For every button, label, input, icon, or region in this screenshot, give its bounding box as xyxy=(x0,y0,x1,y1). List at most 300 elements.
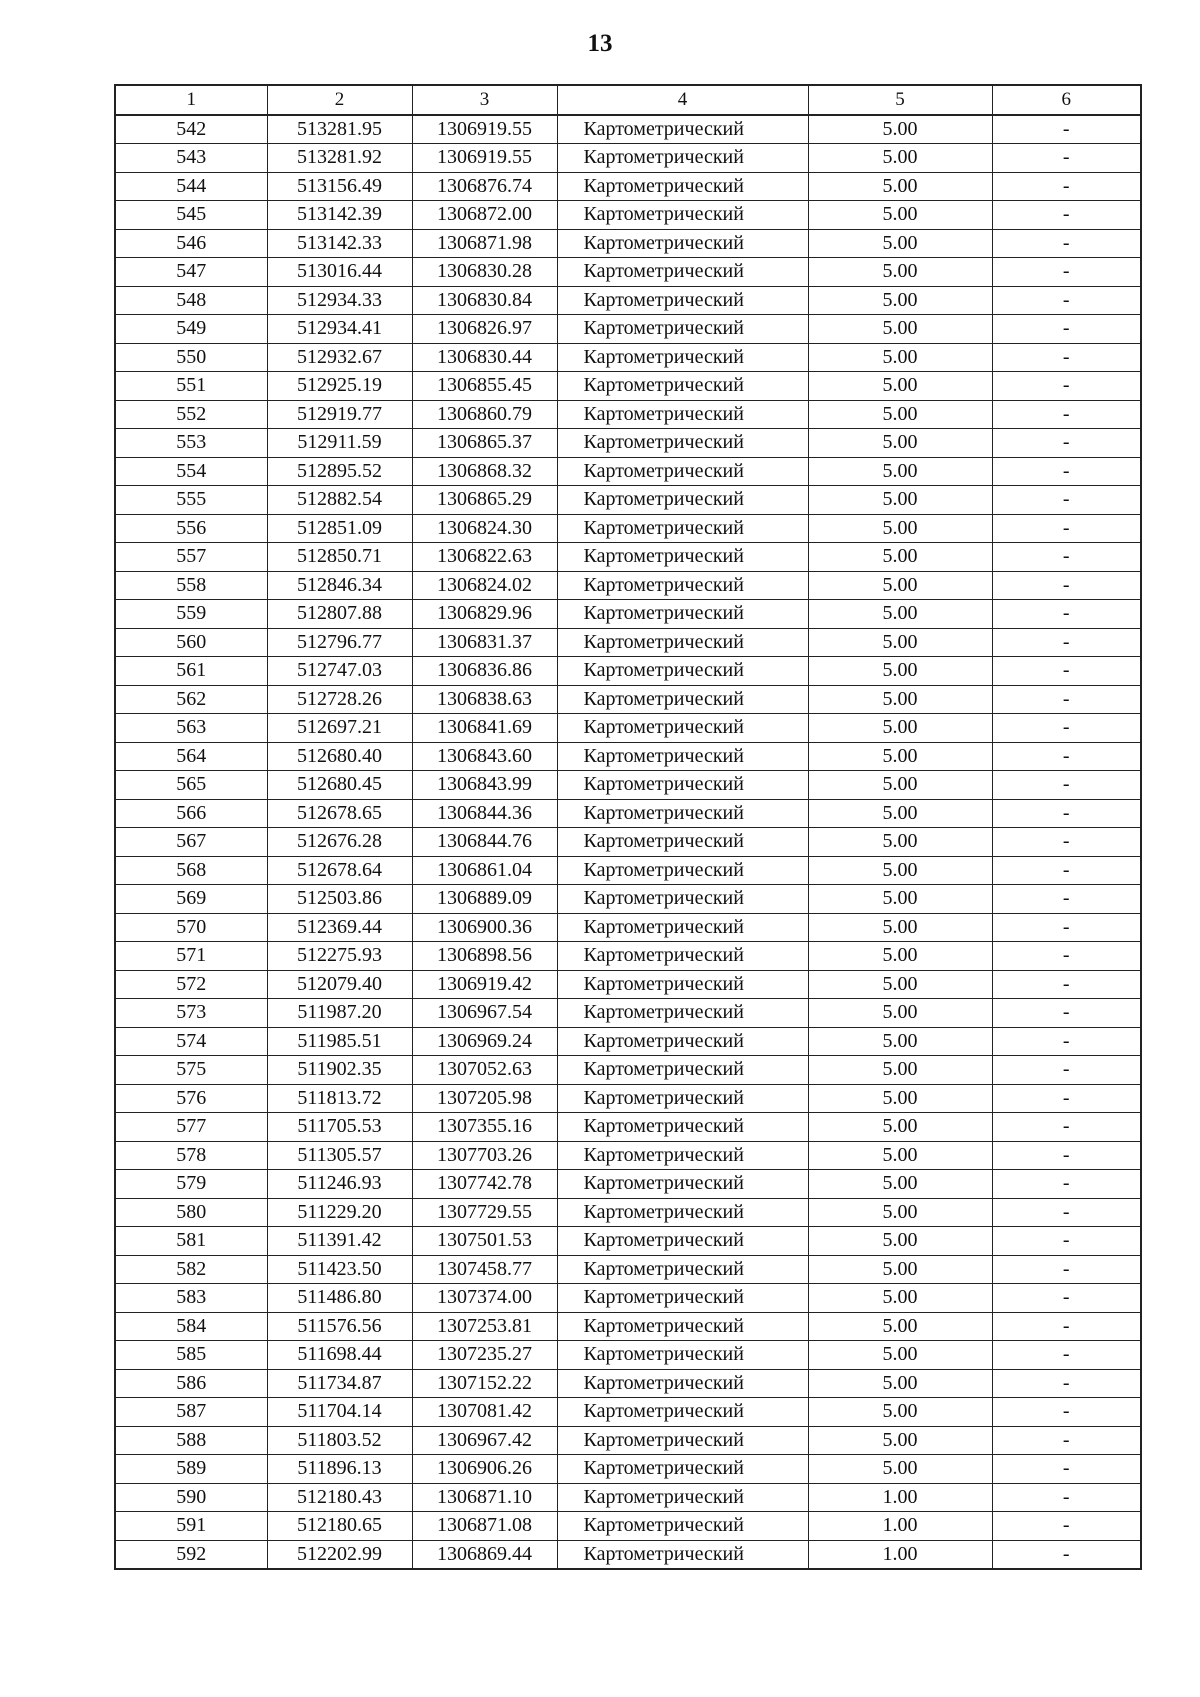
point-number-cell: 552 xyxy=(115,400,267,429)
x-coordinate-cell: 512895.52 xyxy=(267,457,412,486)
table-row xyxy=(115,628,1141,657)
y-coordinate-cell: 1306889.09 xyxy=(412,885,557,914)
method-cell: Картометрический xyxy=(557,657,808,686)
table-row xyxy=(115,1341,1141,1370)
table-row xyxy=(115,828,1141,857)
method-cell: Картометрический xyxy=(557,1084,808,1113)
table-row xyxy=(115,1369,1141,1398)
note-cell: - xyxy=(992,742,1141,771)
point-number-cell: 559 xyxy=(115,600,267,629)
method-cell: Картометрический xyxy=(557,201,808,230)
point-number-cell: 563 xyxy=(115,714,267,743)
table-row xyxy=(115,343,1141,372)
note-cell: - xyxy=(992,828,1141,857)
point-number-cell: 577 xyxy=(115,1113,267,1142)
y-coordinate-cell: 1306830.44 xyxy=(412,343,557,372)
note-cell: - xyxy=(992,1141,1141,1170)
y-coordinate-cell: 1306838.63 xyxy=(412,685,557,714)
method-cell: Картометрический xyxy=(557,1056,808,1085)
table-row xyxy=(115,1512,1141,1541)
x-coordinate-cell: 512678.64 xyxy=(267,856,412,885)
method-cell: Картометрический xyxy=(557,742,808,771)
note-cell: - xyxy=(992,429,1141,458)
point-number-cell: 571 xyxy=(115,942,267,971)
y-coordinate-cell: 1306967.54 xyxy=(412,999,557,1028)
y-coordinate-cell: 1306967.42 xyxy=(412,1426,557,1455)
table-row xyxy=(115,429,1141,458)
accuracy-cell: 5.00 xyxy=(808,1113,992,1142)
x-coordinate-cell: 511803.52 xyxy=(267,1426,412,1455)
x-coordinate-cell: 512680.40 xyxy=(267,742,412,771)
note-cell: - xyxy=(992,1426,1141,1455)
note-cell: - xyxy=(992,286,1141,315)
column-header-1: 1 xyxy=(115,85,267,115)
table-row xyxy=(115,942,1141,971)
point-number-cell: 554 xyxy=(115,457,267,486)
table-row xyxy=(115,685,1141,714)
accuracy-cell: 5.00 xyxy=(808,172,992,201)
table-row xyxy=(115,286,1141,315)
note-cell: - xyxy=(992,115,1141,144)
coordinates-table xyxy=(114,84,1142,1570)
y-coordinate-cell: 1306876.74 xyxy=(412,172,557,201)
method-cell: Картометрический xyxy=(557,1284,808,1313)
note-cell: - xyxy=(992,714,1141,743)
table-row xyxy=(115,1084,1141,1113)
table-row xyxy=(115,885,1141,914)
note-cell: - xyxy=(992,970,1141,999)
y-coordinate-cell: 1306871.10 xyxy=(412,1483,557,1512)
y-coordinate-cell: 1307081.42 xyxy=(412,1398,557,1427)
y-coordinate-cell: 1306900.36 xyxy=(412,913,557,942)
point-number-cell: 546 xyxy=(115,229,267,258)
method-cell: Картометрический xyxy=(557,315,808,344)
x-coordinate-cell: 511698.44 xyxy=(267,1341,412,1370)
note-cell: - xyxy=(992,1483,1141,1512)
method-cell: Картометрический xyxy=(557,457,808,486)
point-number-cell: 565 xyxy=(115,771,267,800)
note-cell: - xyxy=(992,1084,1141,1113)
table-header-row xyxy=(115,85,1141,115)
method-cell: Картометрический xyxy=(557,1227,808,1256)
accuracy-cell: 5.00 xyxy=(808,372,992,401)
y-coordinate-cell: 1306844.76 xyxy=(412,828,557,857)
table-row xyxy=(115,229,1141,258)
y-coordinate-cell: 1306919.55 xyxy=(412,115,557,144)
x-coordinate-cell: 512934.41 xyxy=(267,315,412,344)
x-coordinate-cell: 512919.77 xyxy=(267,400,412,429)
table-row xyxy=(115,970,1141,999)
method-cell: Картометрический xyxy=(557,144,808,173)
point-number-cell: 589 xyxy=(115,1455,267,1484)
note-cell: - xyxy=(992,1512,1141,1541)
accuracy-cell: 5.00 xyxy=(808,657,992,686)
y-coordinate-cell: 1306865.37 xyxy=(412,429,557,458)
x-coordinate-cell: 512807.88 xyxy=(267,600,412,629)
note-cell: - xyxy=(992,1198,1141,1227)
x-coordinate-cell: 512911.59 xyxy=(267,429,412,458)
x-coordinate-cell: 512934.33 xyxy=(267,286,412,315)
x-coordinate-cell: 512851.09 xyxy=(267,514,412,543)
table-row xyxy=(115,201,1141,230)
table-row xyxy=(115,1198,1141,1227)
x-coordinate-cell: 512202.99 xyxy=(267,1540,412,1569)
table-row xyxy=(115,600,1141,629)
y-coordinate-cell: 1307253.81 xyxy=(412,1312,557,1341)
x-coordinate-cell: 512680.45 xyxy=(267,771,412,800)
y-coordinate-cell: 1307355.16 xyxy=(412,1113,557,1142)
page-number: 13 xyxy=(587,30,613,57)
x-coordinate-cell: 512925.19 xyxy=(267,372,412,401)
column-header-3: 3 xyxy=(412,85,557,115)
point-number-cell: 573 xyxy=(115,999,267,1028)
table-row xyxy=(115,372,1141,401)
x-coordinate-cell: 512503.86 xyxy=(267,885,412,914)
point-number-cell: 583 xyxy=(115,1284,267,1313)
method-cell: Картометрический xyxy=(557,970,808,999)
x-coordinate-cell: 513142.39 xyxy=(267,201,412,230)
table-row xyxy=(115,799,1141,828)
note-cell: - xyxy=(992,172,1141,201)
table-row xyxy=(115,1056,1141,1085)
table-body xyxy=(115,115,1141,1570)
y-coordinate-cell: 1306868.32 xyxy=(412,457,557,486)
point-number-cell: 591 xyxy=(115,1512,267,1541)
note-cell: - xyxy=(992,856,1141,885)
accuracy-cell: 5.00 xyxy=(808,1426,992,1455)
x-coordinate-cell: 512796.77 xyxy=(267,628,412,657)
note-cell: - xyxy=(992,486,1141,515)
point-number-cell: 568 xyxy=(115,856,267,885)
point-number-cell: 584 xyxy=(115,1312,267,1341)
note-cell: - xyxy=(992,1227,1141,1256)
note-cell: - xyxy=(992,799,1141,828)
method-cell: Картометрический xyxy=(557,1369,808,1398)
method-cell: Картометрический xyxy=(557,115,808,144)
note-cell: - xyxy=(992,1540,1141,1569)
accuracy-cell: 5.00 xyxy=(808,1141,992,1170)
x-coordinate-cell: 511246.93 xyxy=(267,1170,412,1199)
y-coordinate-cell: 1306919.55 xyxy=(412,144,557,173)
point-number-cell: 585 xyxy=(115,1341,267,1370)
point-number-cell: 560 xyxy=(115,628,267,657)
table-row xyxy=(115,486,1141,515)
accuracy-cell: 1.00 xyxy=(808,1483,992,1512)
accuracy-cell: 5.00 xyxy=(808,1027,992,1056)
coordinates-table-container xyxy=(114,84,1142,1570)
accuracy-cell: 5.00 xyxy=(808,1455,992,1484)
method-cell: Картометрический xyxy=(557,628,808,657)
point-number-cell: 580 xyxy=(115,1198,267,1227)
x-coordinate-cell: 513281.92 xyxy=(267,144,412,173)
note-cell: - xyxy=(992,258,1141,287)
y-coordinate-cell: 1306919.42 xyxy=(412,970,557,999)
accuracy-cell: 5.00 xyxy=(808,1227,992,1256)
point-number-cell: 575 xyxy=(115,1056,267,1085)
accuracy-cell: 5.00 xyxy=(808,1198,992,1227)
y-coordinate-cell: 1306826.97 xyxy=(412,315,557,344)
point-number-cell: 550 xyxy=(115,343,267,372)
point-number-cell: 566 xyxy=(115,799,267,828)
y-coordinate-cell: 1306829.96 xyxy=(412,600,557,629)
y-coordinate-cell: 1306969.24 xyxy=(412,1027,557,1056)
point-number-cell: 562 xyxy=(115,685,267,714)
point-number-cell: 588 xyxy=(115,1426,267,1455)
table-row xyxy=(115,1540,1141,1569)
note-cell: - xyxy=(992,315,1141,344)
note-cell: - xyxy=(992,628,1141,657)
accuracy-cell: 5.00 xyxy=(808,258,992,287)
accuracy-cell: 5.00 xyxy=(808,970,992,999)
y-coordinate-cell: 1306844.36 xyxy=(412,799,557,828)
method-cell: Картометрический xyxy=(557,229,808,258)
method-cell: Картометрический xyxy=(557,856,808,885)
point-number-cell: 544 xyxy=(115,172,267,201)
x-coordinate-cell: 511985.51 xyxy=(267,1027,412,1056)
note-cell: - xyxy=(992,400,1141,429)
method-cell: Картометрический xyxy=(557,999,808,1028)
column-header-4: 4 xyxy=(557,85,808,115)
point-number-cell: 553 xyxy=(115,429,267,458)
note-cell: - xyxy=(992,1255,1141,1284)
y-coordinate-cell: 1306860.79 xyxy=(412,400,557,429)
point-number-cell: 558 xyxy=(115,571,267,600)
table-row xyxy=(115,1284,1141,1313)
point-number-cell: 548 xyxy=(115,286,267,315)
accuracy-cell: 5.00 xyxy=(808,571,992,600)
note-cell: - xyxy=(992,1398,1141,1427)
table-row xyxy=(115,144,1141,173)
y-coordinate-cell: 1306830.28 xyxy=(412,258,557,287)
y-coordinate-cell: 1306841.69 xyxy=(412,714,557,743)
method-cell: Картометрический xyxy=(557,571,808,600)
note-cell: - xyxy=(992,343,1141,372)
method-cell: Картометрический xyxy=(557,1483,808,1512)
accuracy-cell: 5.00 xyxy=(808,714,992,743)
x-coordinate-cell: 513016.44 xyxy=(267,258,412,287)
column-header-6: 6 xyxy=(992,85,1141,115)
method-cell: Картометрический xyxy=(557,913,808,942)
note-cell: - xyxy=(992,1341,1141,1370)
accuracy-cell: 5.00 xyxy=(808,343,992,372)
table-row xyxy=(115,1312,1141,1341)
note-cell: - xyxy=(992,1113,1141,1142)
y-coordinate-cell: 1306898.56 xyxy=(412,942,557,971)
point-number-cell: 545 xyxy=(115,201,267,230)
method-cell: Картометрический xyxy=(557,258,808,287)
point-number-cell: 570 xyxy=(115,913,267,942)
point-number-cell: 556 xyxy=(115,514,267,543)
accuracy-cell: 5.00 xyxy=(808,1284,992,1313)
method-cell: Картометрический xyxy=(557,1141,808,1170)
table-row xyxy=(115,714,1141,743)
method-cell: Картометрический xyxy=(557,1255,808,1284)
point-number-cell: 569 xyxy=(115,885,267,914)
method-cell: Картометрический xyxy=(557,429,808,458)
table-row xyxy=(115,1027,1141,1056)
x-coordinate-cell: 511704.14 xyxy=(267,1398,412,1427)
point-number-cell: 549 xyxy=(115,315,267,344)
x-coordinate-cell: 511576.56 xyxy=(267,1312,412,1341)
accuracy-cell: 5.00 xyxy=(808,486,992,515)
method-cell: Картометрический xyxy=(557,286,808,315)
method-cell: Картометрический xyxy=(557,543,808,572)
table-row xyxy=(115,1170,1141,1199)
y-coordinate-cell: 1307205.98 xyxy=(412,1084,557,1113)
x-coordinate-cell: 512697.21 xyxy=(267,714,412,743)
accuracy-cell: 5.00 xyxy=(808,799,992,828)
x-coordinate-cell: 512180.65 xyxy=(267,1512,412,1541)
method-cell: Картометрический xyxy=(557,828,808,857)
method-cell: Картометрический xyxy=(557,172,808,201)
accuracy-cell: 5.00 xyxy=(808,144,992,173)
y-coordinate-cell: 1306871.08 xyxy=(412,1512,557,1541)
method-cell: Картометрический xyxy=(557,942,808,971)
x-coordinate-cell: 511902.35 xyxy=(267,1056,412,1085)
note-cell: - xyxy=(992,372,1141,401)
accuracy-cell: 5.00 xyxy=(808,1170,992,1199)
accuracy-cell: 5.00 xyxy=(808,1255,992,1284)
y-coordinate-cell: 1306855.45 xyxy=(412,372,557,401)
y-coordinate-cell: 1307235.27 xyxy=(412,1341,557,1370)
method-cell: Картометрический xyxy=(557,1512,808,1541)
y-coordinate-cell: 1306831.37 xyxy=(412,628,557,657)
y-coordinate-cell: 1306871.98 xyxy=(412,229,557,258)
y-coordinate-cell: 1307052.63 xyxy=(412,1056,557,1085)
method-cell: Картометрический xyxy=(557,1426,808,1455)
accuracy-cell: 5.00 xyxy=(808,1056,992,1085)
method-cell: Картометрический xyxy=(557,714,808,743)
note-cell: - xyxy=(992,1369,1141,1398)
point-number-cell: 543 xyxy=(115,144,267,173)
x-coordinate-cell: 512932.67 xyxy=(267,343,412,372)
point-number-cell: 582 xyxy=(115,1255,267,1284)
method-cell: Картометрический xyxy=(557,685,808,714)
method-cell: Картометрический xyxy=(557,1398,808,1427)
method-cell: Картометрический xyxy=(557,1341,808,1370)
accuracy-cell: 5.00 xyxy=(808,742,992,771)
method-cell: Картометрический xyxy=(557,1455,808,1484)
x-coordinate-cell: 511229.20 xyxy=(267,1198,412,1227)
y-coordinate-cell: 1306824.30 xyxy=(412,514,557,543)
accuracy-cell: 1.00 xyxy=(808,1512,992,1541)
point-number-cell: 547 xyxy=(115,258,267,287)
accuracy-cell: 5.00 xyxy=(808,1341,992,1370)
accuracy-cell: 5.00 xyxy=(808,856,992,885)
table-row xyxy=(115,571,1141,600)
method-cell: Картометрический xyxy=(557,372,808,401)
point-number-cell: 587 xyxy=(115,1398,267,1427)
point-number-cell: 578 xyxy=(115,1141,267,1170)
method-cell: Картометрический xyxy=(557,771,808,800)
accuracy-cell: 5.00 xyxy=(808,543,992,572)
x-coordinate-cell: 512079.40 xyxy=(267,970,412,999)
y-coordinate-cell: 1306822.63 xyxy=(412,543,557,572)
accuracy-cell: 5.00 xyxy=(808,429,992,458)
note-cell: - xyxy=(992,144,1141,173)
note-cell: - xyxy=(992,514,1141,543)
y-coordinate-cell: 1306830.84 xyxy=(412,286,557,315)
y-coordinate-cell: 1306872.00 xyxy=(412,201,557,230)
accuracy-cell: 5.00 xyxy=(808,315,992,344)
point-number-cell: 551 xyxy=(115,372,267,401)
note-cell: - xyxy=(992,657,1141,686)
table-row xyxy=(115,315,1141,344)
table-row xyxy=(115,657,1141,686)
note-cell: - xyxy=(992,543,1141,572)
accuracy-cell: 5.00 xyxy=(808,229,992,258)
x-coordinate-cell: 512882.54 xyxy=(267,486,412,515)
x-coordinate-cell: 511734.87 xyxy=(267,1369,412,1398)
method-cell: Картометрический xyxy=(557,1540,808,1569)
accuracy-cell: 5.00 xyxy=(808,942,992,971)
table-row xyxy=(115,400,1141,429)
y-coordinate-cell: 1306836.86 xyxy=(412,657,557,686)
table-row xyxy=(115,1455,1141,1484)
accuracy-cell: 5.00 xyxy=(808,400,992,429)
column-header-5: 5 xyxy=(808,85,992,115)
x-coordinate-cell: 511305.57 xyxy=(267,1141,412,1170)
point-number-cell: 574 xyxy=(115,1027,267,1056)
x-coordinate-cell: 512747.03 xyxy=(267,657,412,686)
point-number-cell: 592 xyxy=(115,1540,267,1569)
point-number-cell: 586 xyxy=(115,1369,267,1398)
accuracy-cell: 5.00 xyxy=(808,514,992,543)
accuracy-cell: 5.00 xyxy=(808,913,992,942)
method-cell: Картометрический xyxy=(557,1312,808,1341)
accuracy-cell: 5.00 xyxy=(808,828,992,857)
table-row xyxy=(115,999,1141,1028)
point-number-cell: 579 xyxy=(115,1170,267,1199)
accuracy-cell: 5.00 xyxy=(808,885,992,914)
x-coordinate-cell: 512369.44 xyxy=(267,913,412,942)
note-cell: - xyxy=(992,1284,1141,1313)
accuracy-cell: 5.00 xyxy=(808,685,992,714)
table-row xyxy=(115,115,1141,144)
accuracy-cell: 5.00 xyxy=(808,286,992,315)
point-number-cell: 542 xyxy=(115,115,267,144)
table-row xyxy=(115,771,1141,800)
method-cell: Картометрический xyxy=(557,486,808,515)
x-coordinate-cell: 512275.93 xyxy=(267,942,412,971)
y-coordinate-cell: 1307703.26 xyxy=(412,1141,557,1170)
method-cell: Картометрический xyxy=(557,1198,808,1227)
accuracy-cell: 1.00 xyxy=(808,1540,992,1569)
x-coordinate-cell: 512678.65 xyxy=(267,799,412,828)
method-cell: Картометрический xyxy=(557,343,808,372)
note-cell: - xyxy=(992,1027,1141,1056)
y-coordinate-cell: 1307729.55 xyxy=(412,1198,557,1227)
y-coordinate-cell: 1307458.77 xyxy=(412,1255,557,1284)
table-row xyxy=(115,457,1141,486)
accuracy-cell: 5.00 xyxy=(808,201,992,230)
x-coordinate-cell: 511486.80 xyxy=(267,1284,412,1313)
table-row xyxy=(115,913,1141,942)
accuracy-cell: 5.00 xyxy=(808,457,992,486)
y-coordinate-cell: 1306869.44 xyxy=(412,1540,557,1569)
y-coordinate-cell: 1306865.29 xyxy=(412,486,557,515)
method-cell: Картометрический xyxy=(557,1027,808,1056)
point-number-cell: 561 xyxy=(115,657,267,686)
table-row xyxy=(115,1227,1141,1256)
note-cell: - xyxy=(992,1455,1141,1484)
accuracy-cell: 5.00 xyxy=(808,1084,992,1113)
column-header-2: 2 xyxy=(267,85,412,115)
table-row xyxy=(115,514,1141,543)
table-row xyxy=(115,172,1141,201)
note-cell: - xyxy=(992,913,1141,942)
note-cell: - xyxy=(992,771,1141,800)
